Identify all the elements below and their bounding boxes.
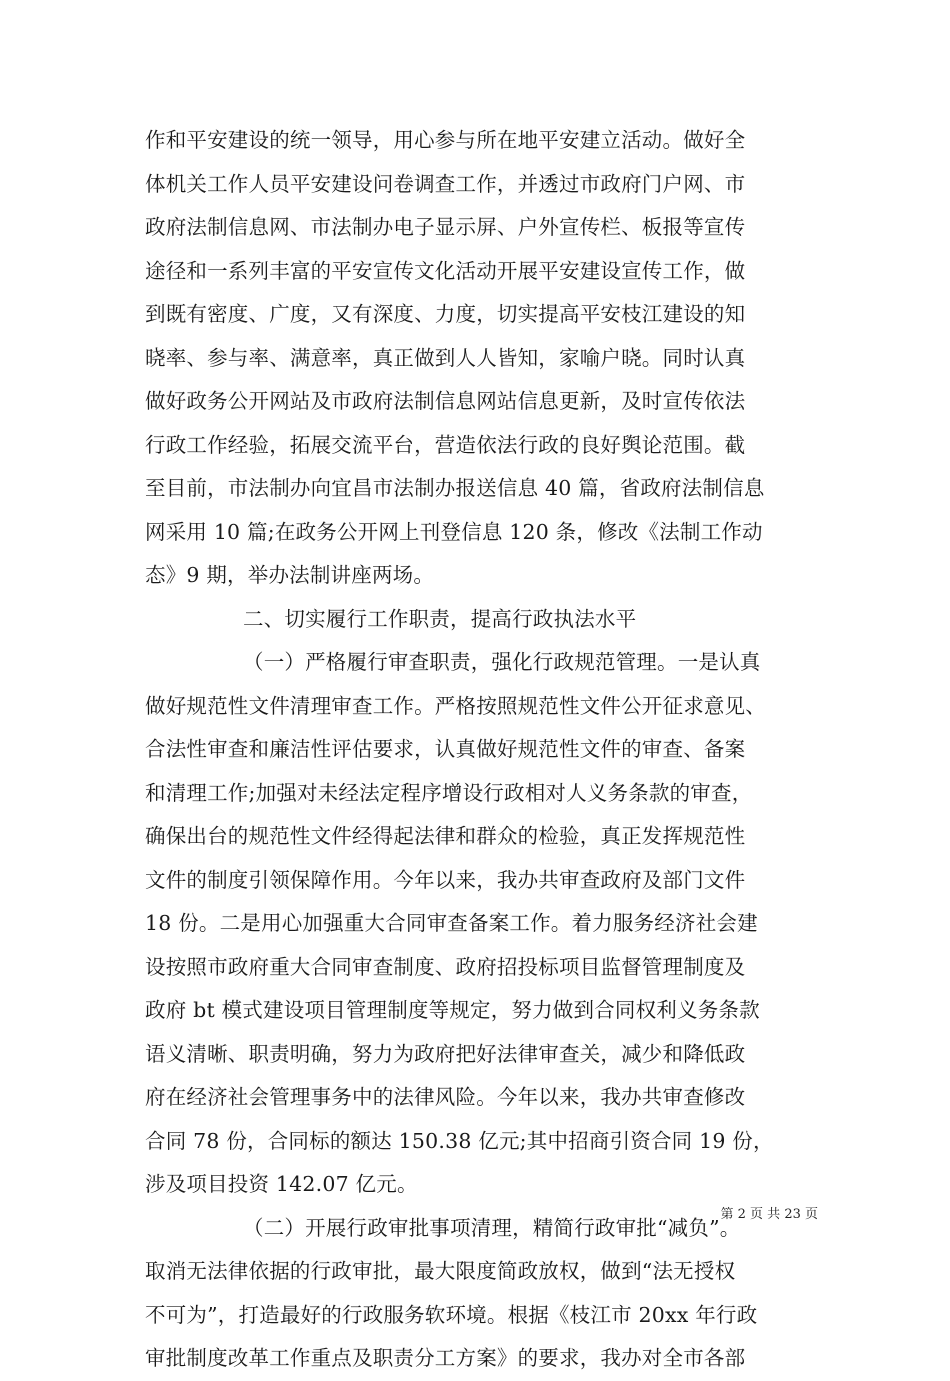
text-line: 取消无法律依据的行政审批，最大限度简政放权，做到“法无授权 <box>145 1259 736 1283</box>
text-line: 文件的制度引领保障作用。今年以来，我办共审查政府及部门文件 <box>145 867 746 892</box>
text-line: 18 份。二是用心加强重大合同审查备案工作。着力服务经济社会建 <box>145 911 758 935</box>
text-line: 合同 78 份，合同标的额达 150.38 亿元;其中招商引资合同 19 份， <box>145 1128 774 1153</box>
text-line: 和清理工作;加强对未经法定程序增设行政相对人义务条款的审查， <box>145 780 753 805</box>
text-line: 审批制度改革工作重点及职责分工方案》的要求，我办对全市各部 <box>145 1346 746 1370</box>
text-line: 行政工作经验，拓展交流平台，营造依法行政的良好舆论范围。截 <box>145 432 746 457</box>
text-line: 语义清晰、职责明确，努力为政府把好法律审查关，减少和降低政 <box>145 1041 746 1066</box>
page-number-footer: 第 2 页 共 23 页 <box>720 1207 818 1222</box>
section-heading: 二、切实履行工作职责，提高行政执法水平 <box>243 606 637 631</box>
text-line: 至目前，市法制办向宜昌市法制办报送信息 40 篇，省政府法制信息 <box>145 476 765 500</box>
text-line: 做好政务公开网站及市政府法制信息网站信息更新，及时宣传依法 <box>145 389 746 413</box>
text-line: 体机关工作人员平安建设问卷调查工作，并透过市政府门户网、市 <box>145 171 746 196</box>
text-line: 政府 bt 模式建设项目管理制度等规定，努力做到合同权利义务条款 <box>145 998 760 1022</box>
text-line: 到既有密度、广度，又有深度、力度，切实提高平安枝江建设的知 <box>145 302 746 326</box>
text-line: 网采用 10 篇;在政务公开网上刊登信息 120 条，修改《法制工作动 <box>145 519 763 544</box>
text-line: 晓率、参与率、满意率，真正做到人人皆知，家喻户晓。同时认真 <box>145 345 746 370</box>
subsection-heading: （一）严格履行审查职责，强化行政规范管理。一是认真 <box>243 650 761 674</box>
text-line: 府在经济社会管理事务中的法律风险。今年以来，我办共审查修改 <box>145 1085 746 1109</box>
text-line: 态》9 期，举办法制讲座两场。 <box>145 563 435 587</box>
text-line: 做好规范性文件清理审查工作。严格按照规范性文件公开征求意见、 <box>145 693 766 718</box>
text-line: 政府法制信息网、市法制办电子显示屏、户外宣传栏、板报等宣传 <box>145 215 746 239</box>
text-line: 合法性审查和廉洁性评估要求，认真做好规范性文件的审查、备案 <box>145 737 746 761</box>
text-line: 作和平安建设的统一领导，用心参与所在地平安建立活动。做好全 <box>145 128 746 152</box>
text-line: 不可为”，打造最好的行政服务软环境。根据《枝江市 20xx 年行政 <box>145 1302 758 1327</box>
body-text <box>145 119 825 1381</box>
text-line: 涉及项目投资 142.07 亿元。 <box>145 1172 418 1196</box>
text-line: 设按照市政府重大合同审查制度、政府招投标项目监督管理制度及 <box>145 954 746 979</box>
text-line: 途径和一系列丰富的平安宣传文化活动开展平安建设宣传工作，做 <box>145 258 746 283</box>
subsection-heading: （二）开展行政审批事项清理，精简行政审批“减负”。 <box>243 1215 741 1240</box>
text-line: 确保出台的规范性文件经得起法律和群众的检验，真正发挥规范性 <box>145 824 746 848</box>
